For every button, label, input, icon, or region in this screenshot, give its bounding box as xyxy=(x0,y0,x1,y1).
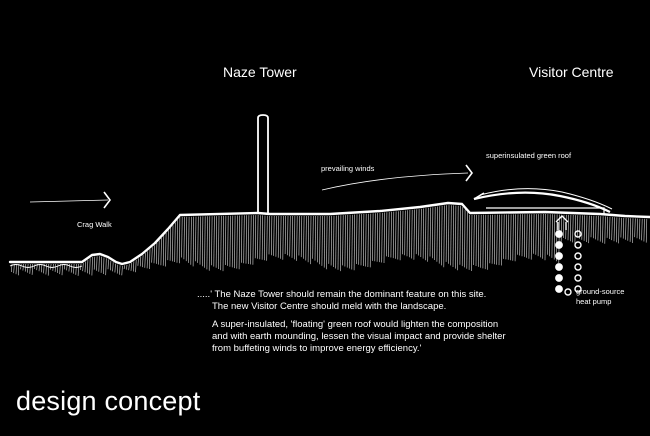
visitor-centre-label: Visitor Centre xyxy=(529,64,614,80)
heat-pump-dot xyxy=(556,275,562,281)
heat-pump-dot xyxy=(565,289,571,295)
heat-pump-dot xyxy=(575,253,581,259)
prevailing-winds-label: prevailing winds xyxy=(321,164,375,173)
quote-line: .....' The Naze Tower should remain the dominant feature on this site. xyxy=(197,289,487,300)
heat-pump-dot xyxy=(575,275,581,281)
heat-pump-dot xyxy=(556,231,562,237)
quote-paragraph-2 xyxy=(212,319,506,355)
heat-pump-dot xyxy=(556,242,562,248)
ground-source-dots xyxy=(556,231,581,295)
page-title: design concept xyxy=(16,386,201,416)
heat-pump-dot xyxy=(575,242,581,248)
naze-tower-label: Naze Tower xyxy=(223,64,297,80)
heat-pump-dot xyxy=(556,286,562,292)
green-roof-label: superinsulated green roof xyxy=(486,151,572,160)
quote-line: The new Visitor Centre should meld with the landscape. xyxy=(212,301,447,312)
quote-line: from buffeting winds to improve energy efficiency.' xyxy=(212,343,422,354)
quote-line: and with earth mounding, lessen the visual impact and provide shelter xyxy=(212,331,506,342)
heat-pump-label xyxy=(576,287,646,307)
quote-paragraph-1 xyxy=(197,289,486,313)
naze-tower xyxy=(258,115,268,214)
heat-pump-dot xyxy=(575,231,581,237)
heat-pump-label-line2: heat pump xyxy=(576,297,612,306)
heat-pump-dot xyxy=(575,264,581,270)
heat-pump-label-line1: ground-source xyxy=(576,287,625,296)
crag-walk-label: Crag Walk xyxy=(77,220,112,229)
quote-line: A super-insulated, 'floating' green roof would lighten the composition xyxy=(212,319,499,330)
heat-pump-dot xyxy=(556,253,562,259)
ground-hatching xyxy=(11,205,646,276)
heat-pump-dot xyxy=(556,264,562,270)
crag-walk-arrow xyxy=(30,192,110,208)
